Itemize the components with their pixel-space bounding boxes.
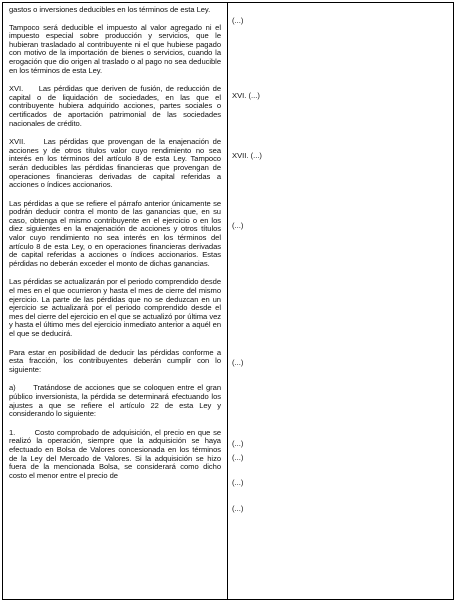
paragraph-gastos: gastos o inversiones deducibles en los términos de esta Ley. [9,5,211,14]
paragraph-iva: Tampoco será deducible el impuesto al valor agregado ni el impuesto especial sobre producción y servicios, que le hubieran trasladado al contribuyente ni el que hubiese pagado con motivo de la importación de bienes o servicios, cuando la erogación que dio origen al traslado o al pago no sea deducible en los términos de esta Ley. [9,22,221,75]
left-column [9,6,221,490]
right-note-xvi: XVI. (...) [232,91,260,100]
right-note: (...) [232,16,244,25]
paragraph-perdidas-deduccion: Las pérdidas a que se refiere el párrafo anterior únicamente se podrán deducir contra el monto de las ganancias que, en su caso, obtenga el mismo contribuyente en el ejercicio o en los diez siguientes en la enajenación de acciones y otros títulos valor cuyo rendimiento no sea interés en los términos del artículo 8 de esta Ley, o en operaciones financieras derivadas de capital referidas a acciones o índices accionarios. Estas pérdidas no deberán exceder el monto de dichas ganancias. [9,198,221,268]
paragraph-perdidas-actualizacion: Las pérdidas se actualizarán por el periodo comprendido desde el mes en el que ocurrieron y hasta el mes de cierre del mismo ejercicio. La parte de las pérdidas que no se deduzcan en un ejercicio se actualizará por el periodo comprendido desde el mes del cierre del ejercicio en el que se actualizó por última vez y hasta el último mes del ejercicio inmediato anterior a aquél en el que se deducirá. [9,277,221,338]
document-page [2,2,454,600]
right-note: (...) [232,358,244,367]
paragraph-numeral-1: 1. Costo comprobado de adquisición, el precio en que se realizó la operación, siempre que la adquisición se haya efectuado en Bolsa de Valores concesionada en los términos de la Ley del Mercado de Valores. Si la adquisición se hizo fuera de la mencionada Bolsa, se considerará como dicho costo el menor entre el precio de [9,427,221,480]
right-note: (...) [232,504,244,513]
paragraph-fraccion-xvii: XVII. Las pérdidas que provengan de la enajenación de acciones y de otros títulos valor cuyo rendimiento no sea interés en los términos del artículo 8 de esta Ley. Tampoco serán deducibles las pérdidas financieras que provengan de operaciones financieras derivadas de capital referidas a acciones o índices accionarios. [9,137,221,190]
right-note-xvii: XVII. (...) [232,151,262,160]
paragraph-fraccion-xvi: XVI. Las pérdidas que deriven de fusión, de reducción de capital o de liquidación de sociedades, en las que el contribuyente hubiera adquirido acciones, partes sociales o certificados de aportación patrimonial de las sociedades nacionales de crédito. [9,84,221,128]
paragraph-inciso-a: a) Tratándose de acciones que se coloquen entre el gran público inversionista, la pérdida se determinará efectuando los ajustes a que se refiere el artículo 22 de esta Ley y considerando lo siguiente: [9,383,221,419]
right-note: (...) [232,221,244,230]
column-divider [227,3,228,599]
right-column [232,3,447,599]
paragraph-requisitos: Para estar en posibilidad de deducir las pérdidas conforme a esta fracción, los contribuyentes deberán cumplir con lo siguiente: [9,347,221,374]
right-note: (...) [232,453,244,462]
right-note: (...) [232,478,244,487]
right-note: (...) [232,439,244,448]
